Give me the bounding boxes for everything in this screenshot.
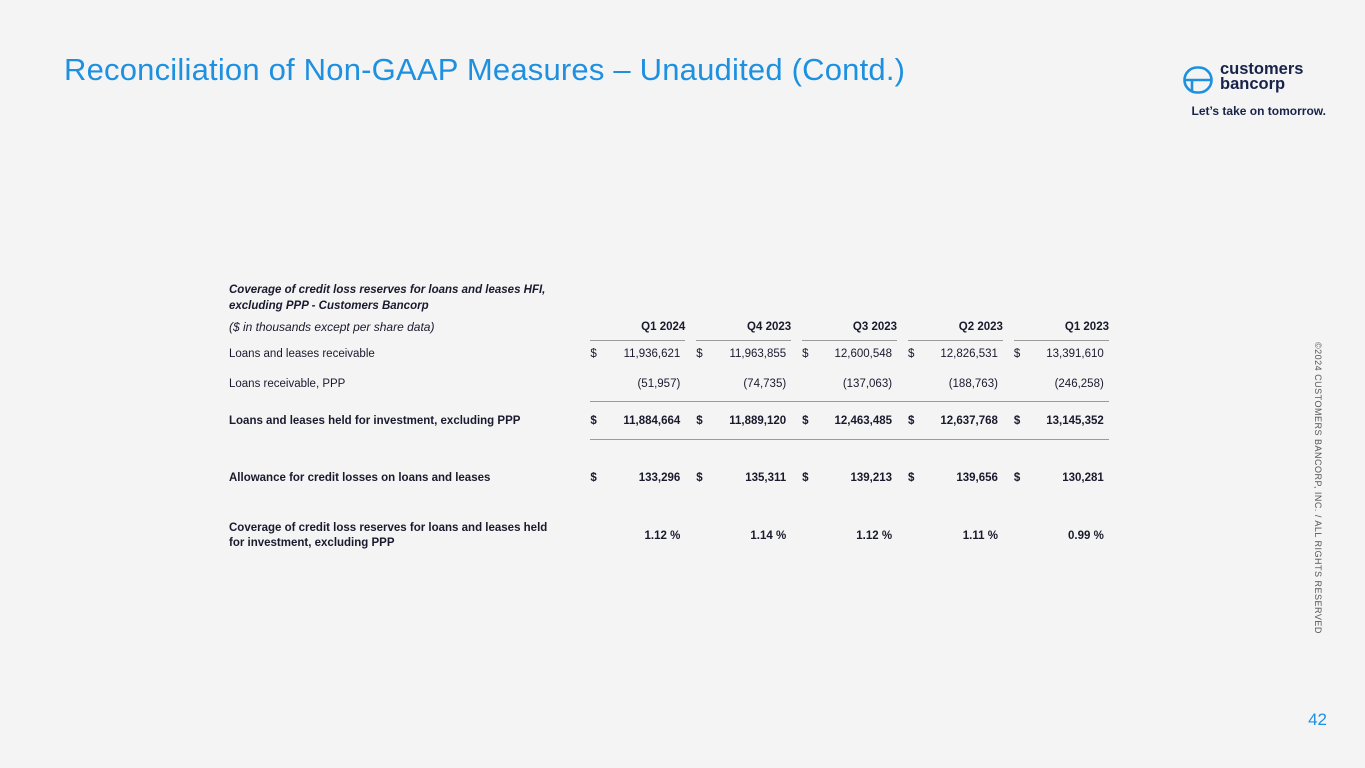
currency-symbol: $ — [802, 402, 817, 440]
cell-value: 1.12 % — [856, 529, 893, 542]
currency-symbol: $ — [802, 348, 809, 360]
logo-line-1: customers — [1220, 60, 1304, 78]
cell-value: 11,963,855 — [729, 348, 787, 360]
table-row — [229, 367, 1109, 402]
company-logo — [1183, 62, 1333, 98]
cell-value: 1.11 % — [962, 529, 998, 542]
currency-symbol: $ — [696, 348, 703, 360]
currency-symbol: $ — [696, 472, 703, 484]
column-header: Q1 2023 — [1014, 314, 1109, 341]
currency-symbol: $ — [1014, 402, 1029, 440]
cell-value: (74,735) — [743, 378, 787, 390]
table-caption — [229, 282, 579, 314]
cell-value: 12,637,768 — [923, 402, 998, 440]
row-label: Allowance for credit losses on loans and leases — [229, 472, 491, 484]
table-caption-row — [229, 282, 1109, 314]
table-row — [229, 516, 1109, 556]
cell-value: 11,936,621 — [623, 348, 681, 360]
column-header: Q3 2023 — [802, 314, 897, 341]
cell-value: (188,763) — [948, 378, 998, 390]
cell-value: 13,391,610 — [1046, 348, 1104, 360]
column-header: Q1 2024 — [590, 314, 685, 341]
cell-value: 11,889,120 — [711, 402, 786, 440]
table-caption-line-2: excluding PPP - Customers Bancorp — [229, 300, 429, 312]
logo-line-2: bancorp — [1220, 75, 1286, 93]
table-row — [229, 458, 1109, 498]
column-header: Q2 2023 — [908, 314, 1003, 341]
cell-value: 11,884,664 — [605, 402, 680, 440]
currency-symbol: $ — [590, 348, 597, 360]
tagline: Let’s take on tomorrow. — [1191, 104, 1326, 118]
logo-wordmark — [1220, 62, 1303, 92]
row-label — [229, 516, 579, 556]
customers-bancorp-logo-icon — [1183, 66, 1213, 94]
table-caption-line-1: Coverage of credit loss reserves for loans and leases HFI, — [229, 284, 546, 296]
currency-symbol: $ — [590, 402, 605, 440]
table-header-row — [229, 314, 1109, 341]
page-title: Reconciliation of Non-GAAP Measures – Unaudited (Contd.) — [64, 52, 906, 87]
currency-symbol: $ — [1013, 348, 1021, 360]
cell-value: 130,281 — [1062, 472, 1104, 484]
column-header: Q4 2023 — [696, 314, 791, 341]
cell-value: (137,063) — [842, 378, 893, 390]
table-row — [229, 341, 1109, 368]
currency-symbol: $ — [908, 402, 923, 440]
currency-symbol: $ — [908, 472, 915, 484]
copyright-text: ©2024 CUSTOMERS BANCORP, INC. / ALL RIGHTS RESERVED — [1313, 342, 1323, 634]
currency-symbol: $ — [908, 348, 915, 360]
cell-value: 139,656 — [956, 472, 998, 484]
cell-value: 1.14 % — [750, 529, 787, 542]
table-row-total — [229, 402, 1109, 440]
cell-value: 139,213 — [850, 472, 893, 484]
cell-value: 0.99 % — [1068, 529, 1104, 542]
row-label: Loans and leases held for investment, excluding PPP — [229, 414, 521, 427]
row-label: Loans receivable, PPP — [229, 378, 346, 391]
reconciliation-table — [229, 282, 1109, 556]
cell-value: 133,296 — [638, 472, 681, 484]
currency-symbol: $ — [802, 472, 809, 484]
cell-value: 12,826,531 — [940, 348, 998, 360]
row-label-line-1: Coverage of credit loss reserves for loans and leases held — [229, 522, 548, 534]
cell-value: 12,463,485 — [817, 402, 892, 440]
currency-symbol: $ — [590, 472, 597, 484]
cell-value: 12,600,548 — [834, 348, 893, 360]
cell-value: 135,311 — [745, 472, 787, 484]
currency-symbol: $ — [1013, 472, 1021, 484]
units-label: ($ in thousands except per share data) — [229, 320, 435, 335]
cell-value: (246,258) — [1054, 378, 1104, 390]
row-label: Loans and leases receivable — [229, 347, 375, 360]
cell-value: 1.12 % — [644, 529, 681, 542]
currency-symbol: $ — [696, 402, 711, 440]
cell-value: 13,145,352 — [1029, 402, 1104, 440]
cell-value: (51,957) — [637, 378, 681, 390]
page-number: 42 — [1308, 710, 1327, 729]
row-label-line-2: for investment, excluding PPP — [229, 537, 395, 549]
